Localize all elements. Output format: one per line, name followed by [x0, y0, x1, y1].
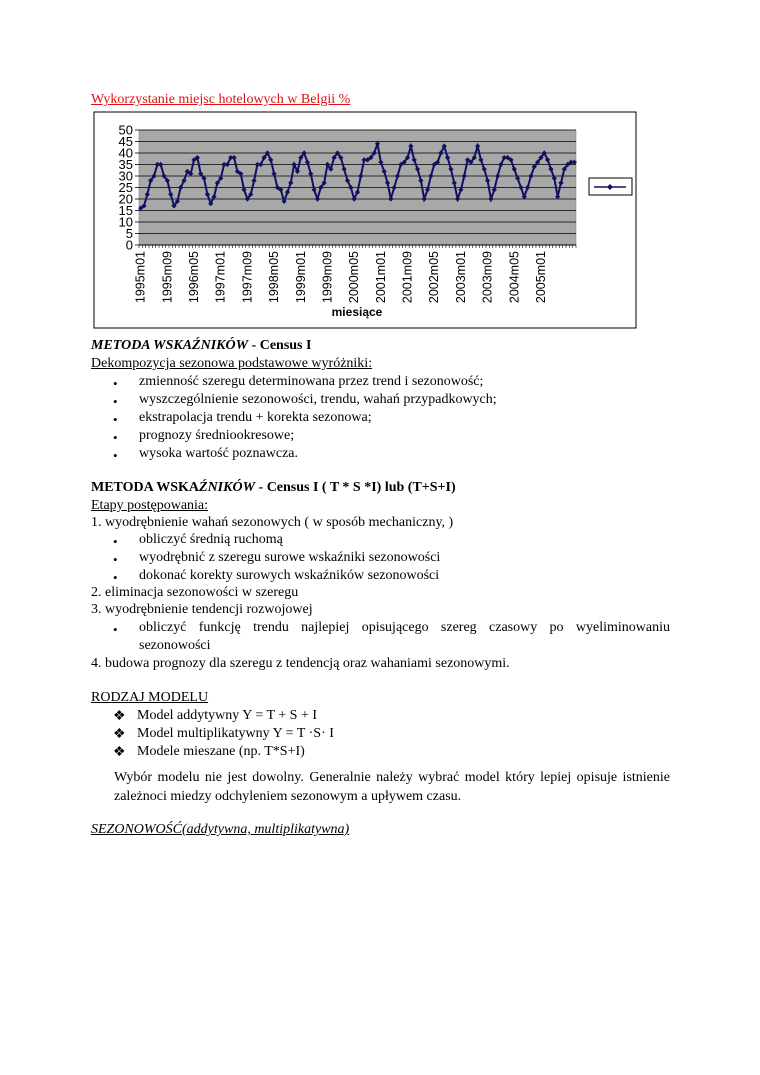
section1-subtitle: Dekompozycja sezonowa podstawowe wyróżniki: — [91, 356, 373, 371]
bullet-dot: • — [113, 570, 118, 585]
bullet-dot: • — [113, 376, 118, 391]
x-tick-label: 1997m01 — [213, 251, 228, 304]
y-tick-label: 25 — [118, 180, 133, 195]
legend — [589, 178, 632, 195]
step1-bullet-item: obliczyć średnią ruchomą — [139, 532, 283, 547]
section1-bullet-item: wysoka wartość poznawcza. — [139, 446, 298, 461]
x-tick-label: 2003m09 — [480, 251, 495, 304]
y-tick-label: 30 — [118, 168, 133, 184]
y-tick-label: 10 — [118, 214, 133, 230]
y-tick-label: 50 — [118, 122, 133, 138]
chart — [0, 0, 760, 340]
seasonality-heading: SEZONOWOŚĆ(addytywna, multiplikatywna) — [91, 822, 350, 837]
x-tick-label: 2002m05 — [427, 251, 442, 304]
step-4: 4. budowa prognozy dla szeregu z tendencją oraz wahaniami sezonowymi. — [91, 656, 510, 671]
y-tick-label: 15 — [118, 203, 133, 218]
section1-heading — [91, 338, 311, 354]
step-2: 2. eliminacja sezonowości w szeregu — [91, 585, 299, 600]
x-tick-label: 2003m01 — [453, 251, 468, 304]
diamond-bullet-icon: ❖ — [113, 745, 126, 760]
step1-bullet-item: dokonać korekty surowych wskaźników sezonowości — [139, 568, 440, 583]
section1-bullet-item: ekstrapolacja trendu + korekta sezonowa; — [139, 410, 372, 425]
bullet-dot: • — [113, 412, 118, 427]
x-tick-label: 2001m09 — [400, 251, 415, 304]
section1-bullet-item: zmienność szeregu determinowana przez trend i sezonowość; — [139, 374, 484, 389]
section2-subtitle: Etapy postępowania: — [91, 498, 209, 513]
bullet-dot: • — [113, 622, 118, 637]
section1-heading-italic: METODA WSKAŹNIKÓW — [91, 338, 249, 353]
model-item: Modele mieszane (np. T*S+I) — [137, 744, 305, 759]
x-tick-label: 1998m05 — [267, 251, 282, 304]
section1-bullet-item: wyszczególnienie sezonowości, trendu, wahań przypadkowych; — [139, 392, 497, 407]
x-tick-label: 1995m09 — [160, 251, 175, 304]
model-paragraph: Wybór modelu nie jest dowolny. Generalnie należy wybrać model który lepiej opisuje istnienie zależnoci miedzy odchyleniem sezonowym a upływem czasu. — [114, 770, 670, 804]
step-1: 1. wyodrębnienie wahań sezonowych ( w sposób mechaniczny, ) — [91, 515, 454, 530]
x-axis — [134, 245, 576, 303]
section2-heading: METODA WSKAŹNIKÓW - Census I ( T * S *I) lub (T+S+I) — [91, 480, 456, 495]
x-tick-label: 1999m01 — [293, 251, 308, 304]
step-3: 3. wyodrębnienie tendencji rozwojowej — [91, 602, 313, 617]
section1-bullet-item: prognozy średniookresowe; — [139, 428, 295, 443]
model-item: Model addytywny Y = T + S + I — [137, 708, 318, 723]
x-tick-label: 1995m01 — [133, 251, 148, 304]
bullet-dot: • — [113, 430, 118, 445]
y-tick-label: 40 — [118, 145, 133, 161]
y-tick-label: 35 — [118, 157, 133, 172]
y-tick-label: 0 — [125, 237, 133, 253]
x-tick-label: 2000m05 — [347, 251, 362, 304]
x-tick-label: 1996m05 — [187, 251, 202, 304]
y-tick-label: 45 — [118, 134, 133, 149]
bullet-dot: • — [113, 448, 118, 463]
step1-bullet-item: wyodrębnić z szeregu surowe wskaźniki sezonowości — [139, 550, 441, 565]
model-type-heading: RODZAJ MODELU — [91, 690, 209, 705]
x-tick-label: 2004m05 — [507, 251, 522, 304]
x-tick-label: 2005m01 — [533, 251, 548, 304]
bullet-dot: • — [113, 534, 118, 549]
y-tick-label: 5 — [125, 226, 133, 241]
x-tick-label: 1999m09 — [320, 251, 335, 304]
section1-heading-rest: - Census I — [248, 338, 312, 353]
diamond-bullet-icon: ❖ — [113, 727, 126, 742]
bullet-dot: • — [113, 552, 118, 567]
chart-title: Wykorzystanie miejsc hotelowych w Belgii % — [91, 92, 351, 107]
x-tick-label: 2001m01 — [373, 251, 388, 304]
x-axis-label: miesiące — [331, 305, 383, 319]
model-item: Model multiplikatywny Y = T ·S· I — [137, 726, 334, 741]
diamond-bullet-icon: ❖ — [113, 709, 126, 724]
y-tick-label: 20 — [118, 191, 133, 207]
step3-bullet-line2: sezonowości — [139, 638, 211, 653]
step3-bullet-line1: obliczyć funkcję trendu najlepiej opisującego szereg czasowy po wyeliminowaniu — [139, 620, 670, 635]
bullet-dot: • — [113, 394, 118, 409]
x-tick-label: 1997m09 — [240, 250, 255, 304]
